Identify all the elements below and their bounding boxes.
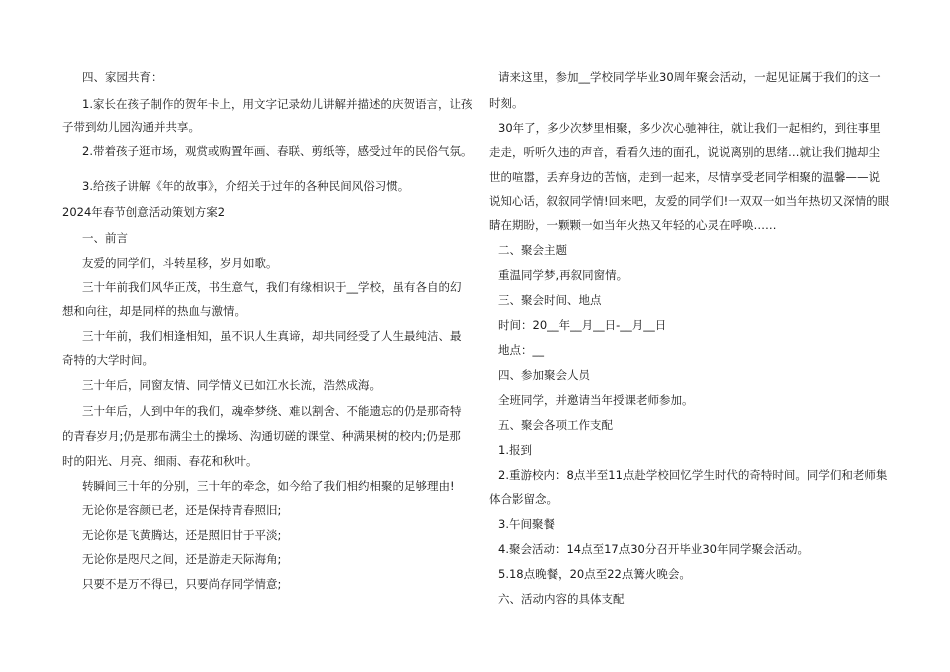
paragraph-line: 时刻。 (489, 96, 524, 110)
list-item: 3.午间聚餐 (498, 517, 555, 531)
section-heading-preface: 一、前言 (82, 231, 128, 245)
list-item: 5.18点晚餐，20点至22点篝火晚会。 (498, 567, 691, 581)
section-heading-attendees: 四、参加聚会人员 (498, 368, 590, 382)
paragraph-line: 请来这里，参加__学校同学毕业30周年聚会活动，一起见证属于我们的这一 (498, 70, 881, 84)
section-heading-details: 六、活动内容的具体支配 (498, 592, 625, 606)
paragraph-line: 想和向往，却是同样的热血与激情。 (62, 304, 246, 318)
paragraph-line: 三十年前我们风华正茂，书生意气，我们有缘相识于__学校，虽有各自的幻 (82, 280, 462, 294)
list-item: 4.聚会活动：14点至17点30分召开毕业30年同学聚会活动。 (498, 542, 810, 556)
paragraph-line: 无论你是容颜已老，还是保持青春照旧; (82, 503, 282, 517)
section-heading-arrangements: 五、聚会各项工作支配 (498, 418, 613, 432)
document-title: 2024年春节创意活动策划方案2 (62, 205, 226, 219)
paragraph-line: 转瞬间三十年的分别，三十年的牵念，如今给了我们相约相聚的足够理由! (82, 479, 455, 493)
paragraph-line: 全班同学，并邀请当年授课老师参加。 (498, 393, 694, 407)
section-heading-home-school: 四、家园共育： (82, 70, 163, 84)
paragraph-line: 重温同学梦,再叙同窗情。 (498, 268, 629, 282)
paragraph-line: 说知心话，叙叙同学情!回来吧，友爱的同学们!一双双一如当年热切又深情的眼 (489, 194, 890, 208)
section-heading-theme: 二、聚会主题 (498, 243, 567, 257)
paragraph-line: 时的阳光、月亮、细雨、春花和秋叶。 (62, 454, 258, 468)
list-item: 1.报到 (498, 443, 532, 457)
paragraph-line: 子带到幼儿园沟通并共享。 (62, 120, 200, 134)
paragraph-line: 无论你是飞黄腾达，还是照旧甘于平淡; (82, 528, 282, 542)
paragraph-line: 只要不是万不得已，只要尚存同学情意; (82, 577, 282, 591)
paragraph-line: 世的喧嚣，丢弃身边的苦恼，走到一起来，尽情享受老同学相聚的温馨——说 (489, 170, 880, 184)
paragraph-line: 奇特的大学时间。 (62, 353, 154, 367)
paragraph-line: 的青春岁月;仍是那布满尘土的操场、沟通切磋的课堂、种满果树的校内;仍是那 (62, 429, 461, 443)
paragraph-line: 走走，听听久违的声音，看看久违的面孔，说说离别的思绪…就让我们抛却尘 (489, 145, 880, 159)
paragraph-line: 三十年前，我们相逢相知，虽不识人生真谛，却共同经受了人生最纯洁、最 (82, 329, 462, 343)
event-place: 地点：__ (498, 343, 544, 357)
paragraph-line: 睛在期盼，一颗颗一如当年火热又年轻的心灵在呼唤…… (489, 218, 777, 232)
paragraph-line: 30年了，多少次梦里相聚，多少次心驰神往，就让我们一起相约，到往事里 (498, 121, 881, 135)
paragraph-line: 三十年后，同窗友情、同学情义已如江水长流，浩然成海。 (82, 378, 381, 392)
paragraph-line: 无论你是咫尺之间，还是游走天际海角; (82, 552, 282, 566)
paragraph-line: 3.给孩子讲解《年的故事》，介绍关于过年的各种民间风俗习惯。 (82, 179, 410, 193)
section-heading-time-place: 三、聚会时间、地点 (498, 293, 602, 307)
paragraph-line: 友爱的同学们，斗转星移，岁月如歌。 (82, 256, 278, 270)
paragraph-line: 1.家长在孩子制作的贺年卡上，用文字记录幼儿讲解并描述的庆贺语言，让孩 (82, 97, 473, 111)
paragraph-line: 三十年后，人到中年的我们，魂牵梦绕、难以割舍、不能遗忘的仍是那奇特 (82, 404, 462, 418)
paragraph-line: 2.带着孩子逛市场，观赏或购置年画、春联、剪纸等，感受过年的民俗气氛。 (82, 144, 473, 158)
event-time: 时间：20__年__月__日-__月__日 (498, 318, 667, 332)
list-item: 体合影留念。 (489, 492, 558, 506)
list-item: 2.重游校内：8点半至11点赴学校回忆学生时代的奇特时间。同学们和老师集 (498, 468, 888, 482)
